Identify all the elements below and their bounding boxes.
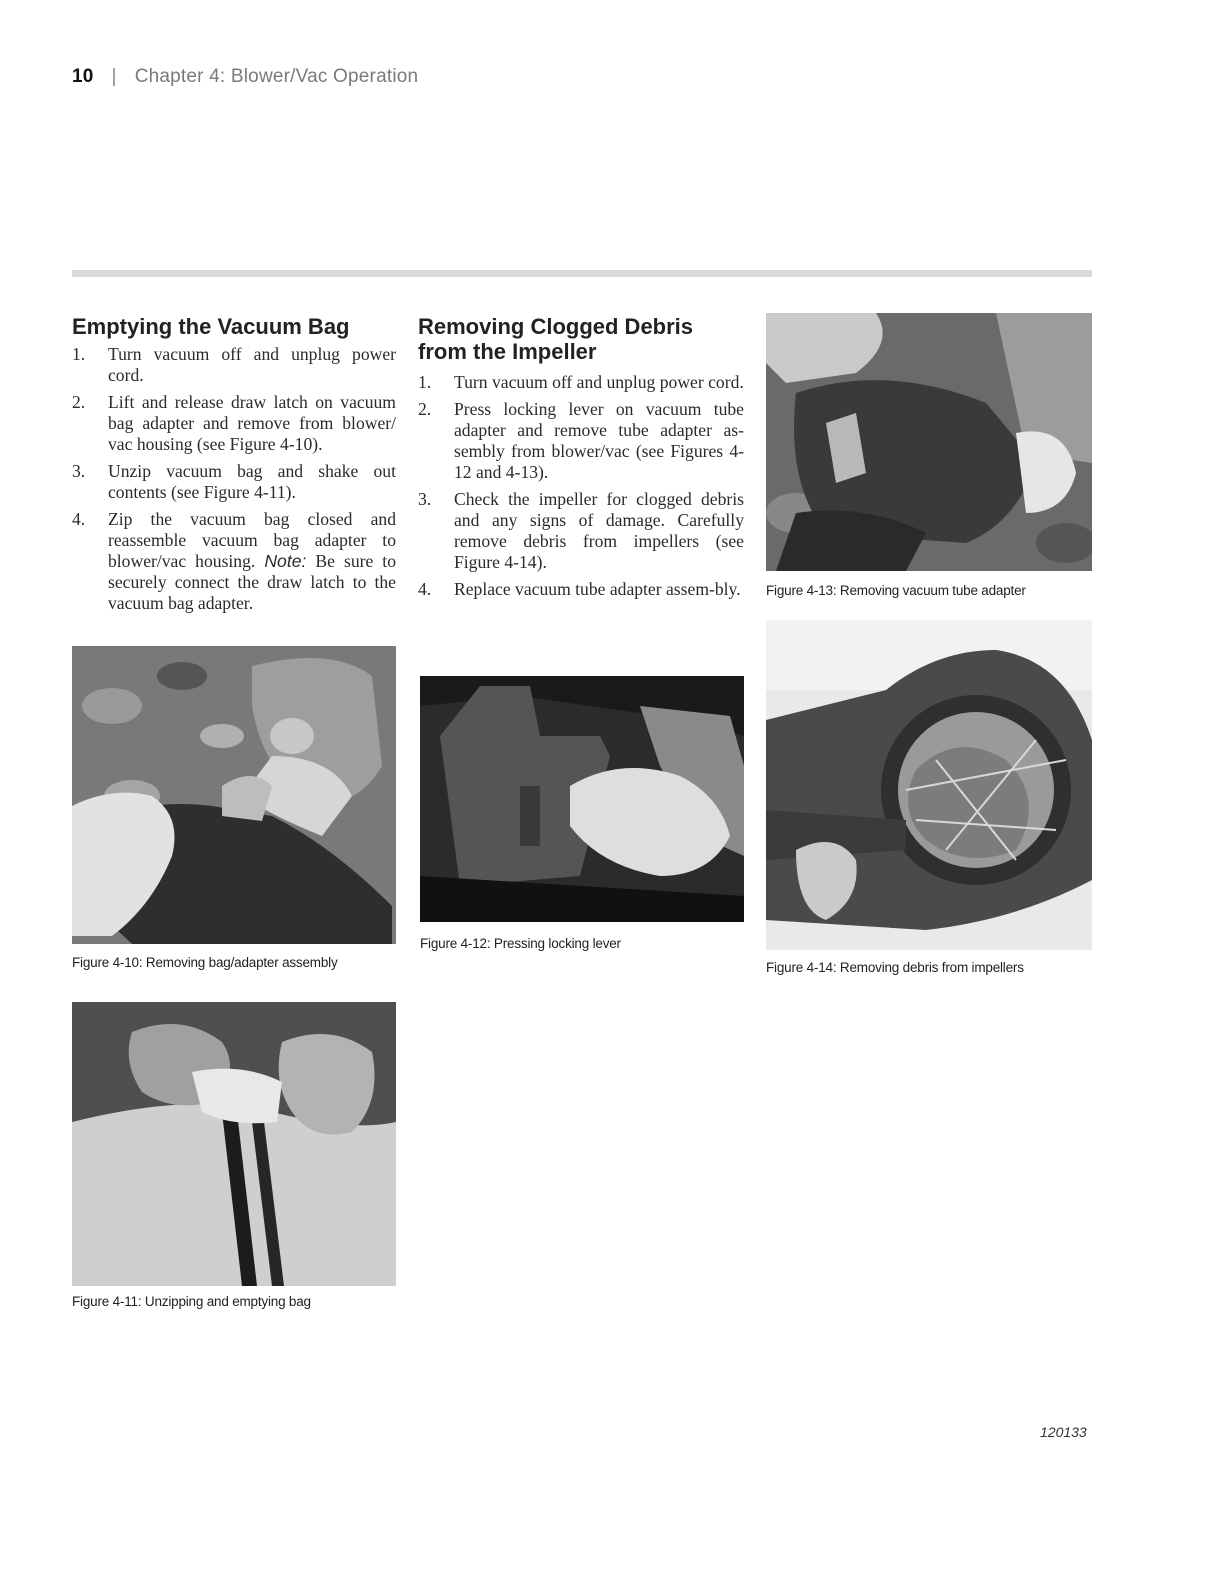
step-item: 1. Turn vacuum off and unplug power cord. bbox=[72, 344, 396, 385]
note-label: Note: bbox=[264, 551, 307, 571]
step-item: 2. Lift and release draw latch on vacuum bag adapter and remove from blower/ vac housing (see Figure 4-10). bbox=[72, 392, 396, 454]
step-item: 4. Replace vacuum tube adapter assem-bly. bbox=[418, 579, 741, 599]
document-number: 120133 bbox=[1040, 1424, 1087, 1440]
figure-4-14-caption: Figure 4-14: Removing debris from impellers bbox=[766, 960, 1024, 975]
header-separator: | bbox=[111, 66, 117, 87]
page-number: 10 bbox=[72, 66, 94, 87]
section-divider bbox=[72, 270, 1092, 277]
figure-4-10-photo bbox=[72, 646, 396, 944]
steps-removing bbox=[418, 372, 744, 606]
step-item: 3. Check the impeller for clogged debris and any signs of damage. Carefully remove debris from impellers (see Figure 4-14). bbox=[418, 489, 744, 572]
section-title-removing: Removing Clogged Debris from the Impeller bbox=[418, 314, 694, 364]
steps-emptying bbox=[72, 344, 396, 620]
step-item: 2. Press locking lever on vacuum tube adapter and remove tube adapter as-sembly from blower/vac (see Figures 4-12 and 4-13). bbox=[418, 399, 744, 482]
step-item: 3. Unzip vacuum bag and shake out contents (see Figure 4-11). bbox=[72, 461, 396, 502]
figure-4-12-photo bbox=[420, 676, 744, 922]
figure-4-11-caption: Figure 4-11: Unzipping and emptying bag bbox=[72, 1294, 311, 1309]
figure-4-10-caption: Figure 4-10: Removing bag/adapter assembly bbox=[72, 955, 338, 970]
page-header bbox=[72, 66, 418, 88]
figure-4-12-caption: Figure 4-12: Pressing locking lever bbox=[420, 936, 621, 951]
figure-4-13-photo bbox=[766, 313, 1092, 571]
figure-4-14-photo bbox=[766, 620, 1092, 950]
chapter-title: Chapter 4: Blower/Vac Operation bbox=[134, 66, 419, 87]
step-item: 1. Turn vacuum off and unplug power cord. bbox=[418, 372, 744, 392]
figure-4-11-photo bbox=[72, 1002, 396, 1286]
figure-4-13-caption: Figure 4-13: Removing vacuum tube adapter bbox=[766, 583, 1026, 598]
section-title-emptying: Emptying the Vacuum Bag bbox=[72, 314, 350, 339]
step-item: 4. Zip the vacuum bag closed and reassemble vacuum bag adapter to blower/vac housing. Note: Be sure to securely connect the draw latch to the vacuum bag adapter. bbox=[72, 509, 396, 613]
